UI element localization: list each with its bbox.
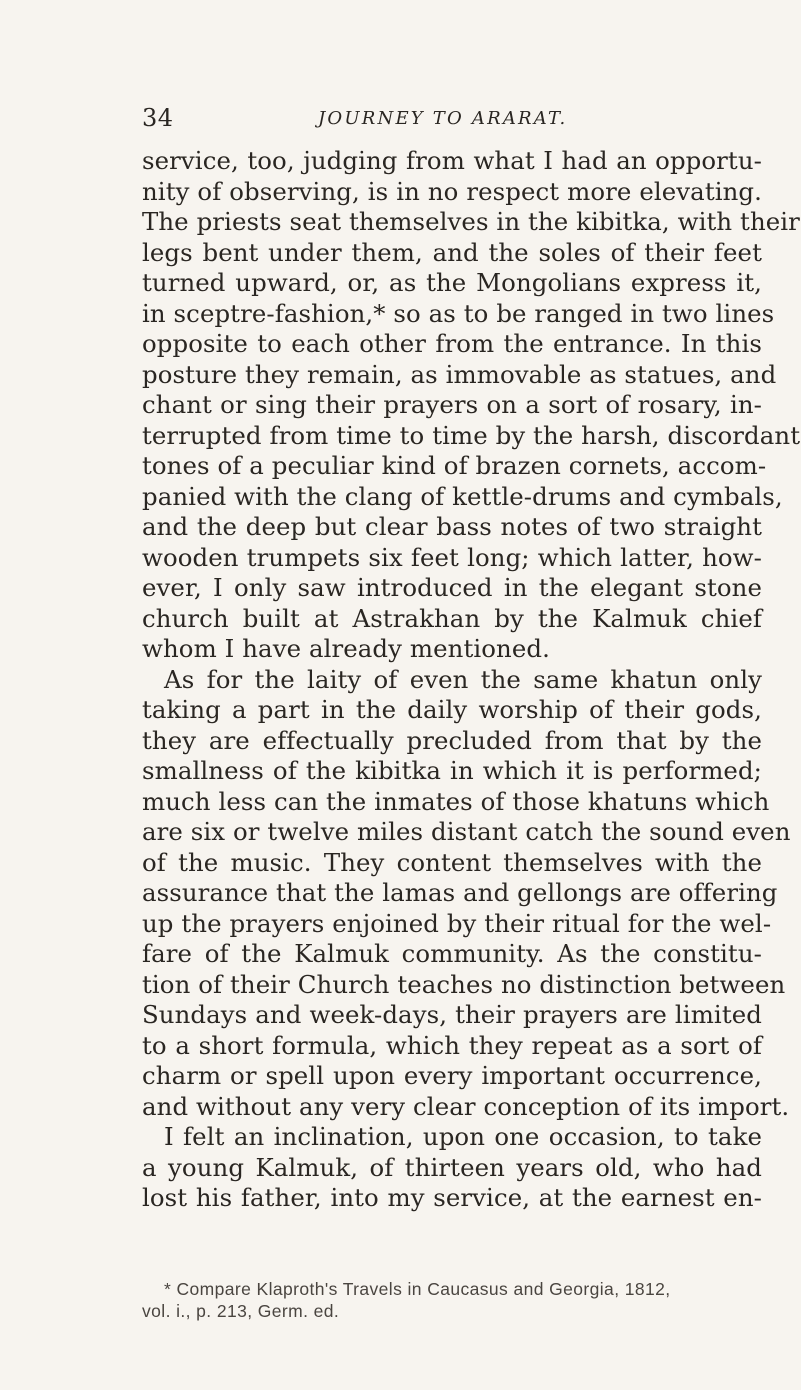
text-line: posture they remain, as immovable as statues, and [142,359,777,389]
text-line: service, too, judging from what I had an opportu- [142,146,762,175]
text-line: assurance that the lamas and gellongs are offering [142,878,778,907]
footnote [142,1278,754,1322]
text-line: whom I have already mentioned. [142,634,550,663]
text-line: Sundays and week-days, their prayers are limited [142,1000,762,1029]
text-line: I felt an inclination, upon one occasion, to take [164,1122,762,1151]
footnote-line: * Compare Klaproth's Travels in Caucasus and Georgia, 1812, [164,1279,671,1299]
text-line: up the prayers enjoined by their ritual for the wel- [142,908,772,938]
text-line: turned upward, or, as the Mongolians express it, [142,268,762,297]
text-line: legs bent under them, and the soles of their feet [142,237,762,267]
text-line: lost his father, into my service, at the earnest en- [142,1183,762,1212]
text-line: to a short formula, which they repeat as a sort of [142,1030,762,1060]
text-line: taking a part in the daily worship of their gods, [142,695,762,724]
text-line: wooden trumpets six feet long; which latter, how- [142,542,762,572]
text-line: smallness of the kibitka in which it is performed; [142,756,762,785]
text-line: a young Kalmuk, of thirteen years old, who had [142,1152,762,1182]
text-line: tones of a peculiar kind of brazen cornets, accom- [142,451,767,480]
text-line: chant or sing their prayers on a sort of rosary, in- [142,390,762,419]
footnote-line: vol. i., p. 213, Germ. ed. [142,1301,340,1321]
text-line: charm or spell upon every important occurrence, [142,1061,762,1090]
text-line: fare of the Kalmuk community. As the constitu- [142,939,762,968]
body-text [142,146,801,1214]
text-line: and without any very clear conception of its import. [142,1091,790,1121]
running-title: JOURNEY TO ARARAT. [318,108,568,129]
text-line: much less can the inmates of those khatuns which [142,786,770,816]
text-line: As for the laity of even the same khatun only [164,664,762,694]
text-line: are six or twelve miles distant catch the sound even [142,817,791,846]
text-line: ever, I only saw introduced in the elegant stone [142,573,762,602]
text-line: The priests seat themselves in the kibitka, with their [142,207,800,236]
text-line: church built at Astrakhan by the Kalmuk chief [142,603,762,633]
text-line: panied with the clang of kettle-drums and cymbals, [142,481,783,511]
text-line: in sceptre-fashion,* so as to be ranged in two lines [142,298,775,328]
page-header [142,104,758,140]
text-line: tion of their Church teaches no distinction between [142,969,786,999]
text-line: and the deep but clear bass notes of two straight [142,512,762,541]
page-number: 34 [142,104,174,132]
text-line: nity of observing, is in no respect more elevating. [142,176,762,206]
text-line: terrupted from time to time by the harsh, discordant [142,420,801,450]
text-line: of the music. They content themselves with the [142,847,762,877]
text-line: they are effectually precluded from that by the [142,725,762,755]
text-line: opposite to each other from the entrance. In this [142,329,762,358]
